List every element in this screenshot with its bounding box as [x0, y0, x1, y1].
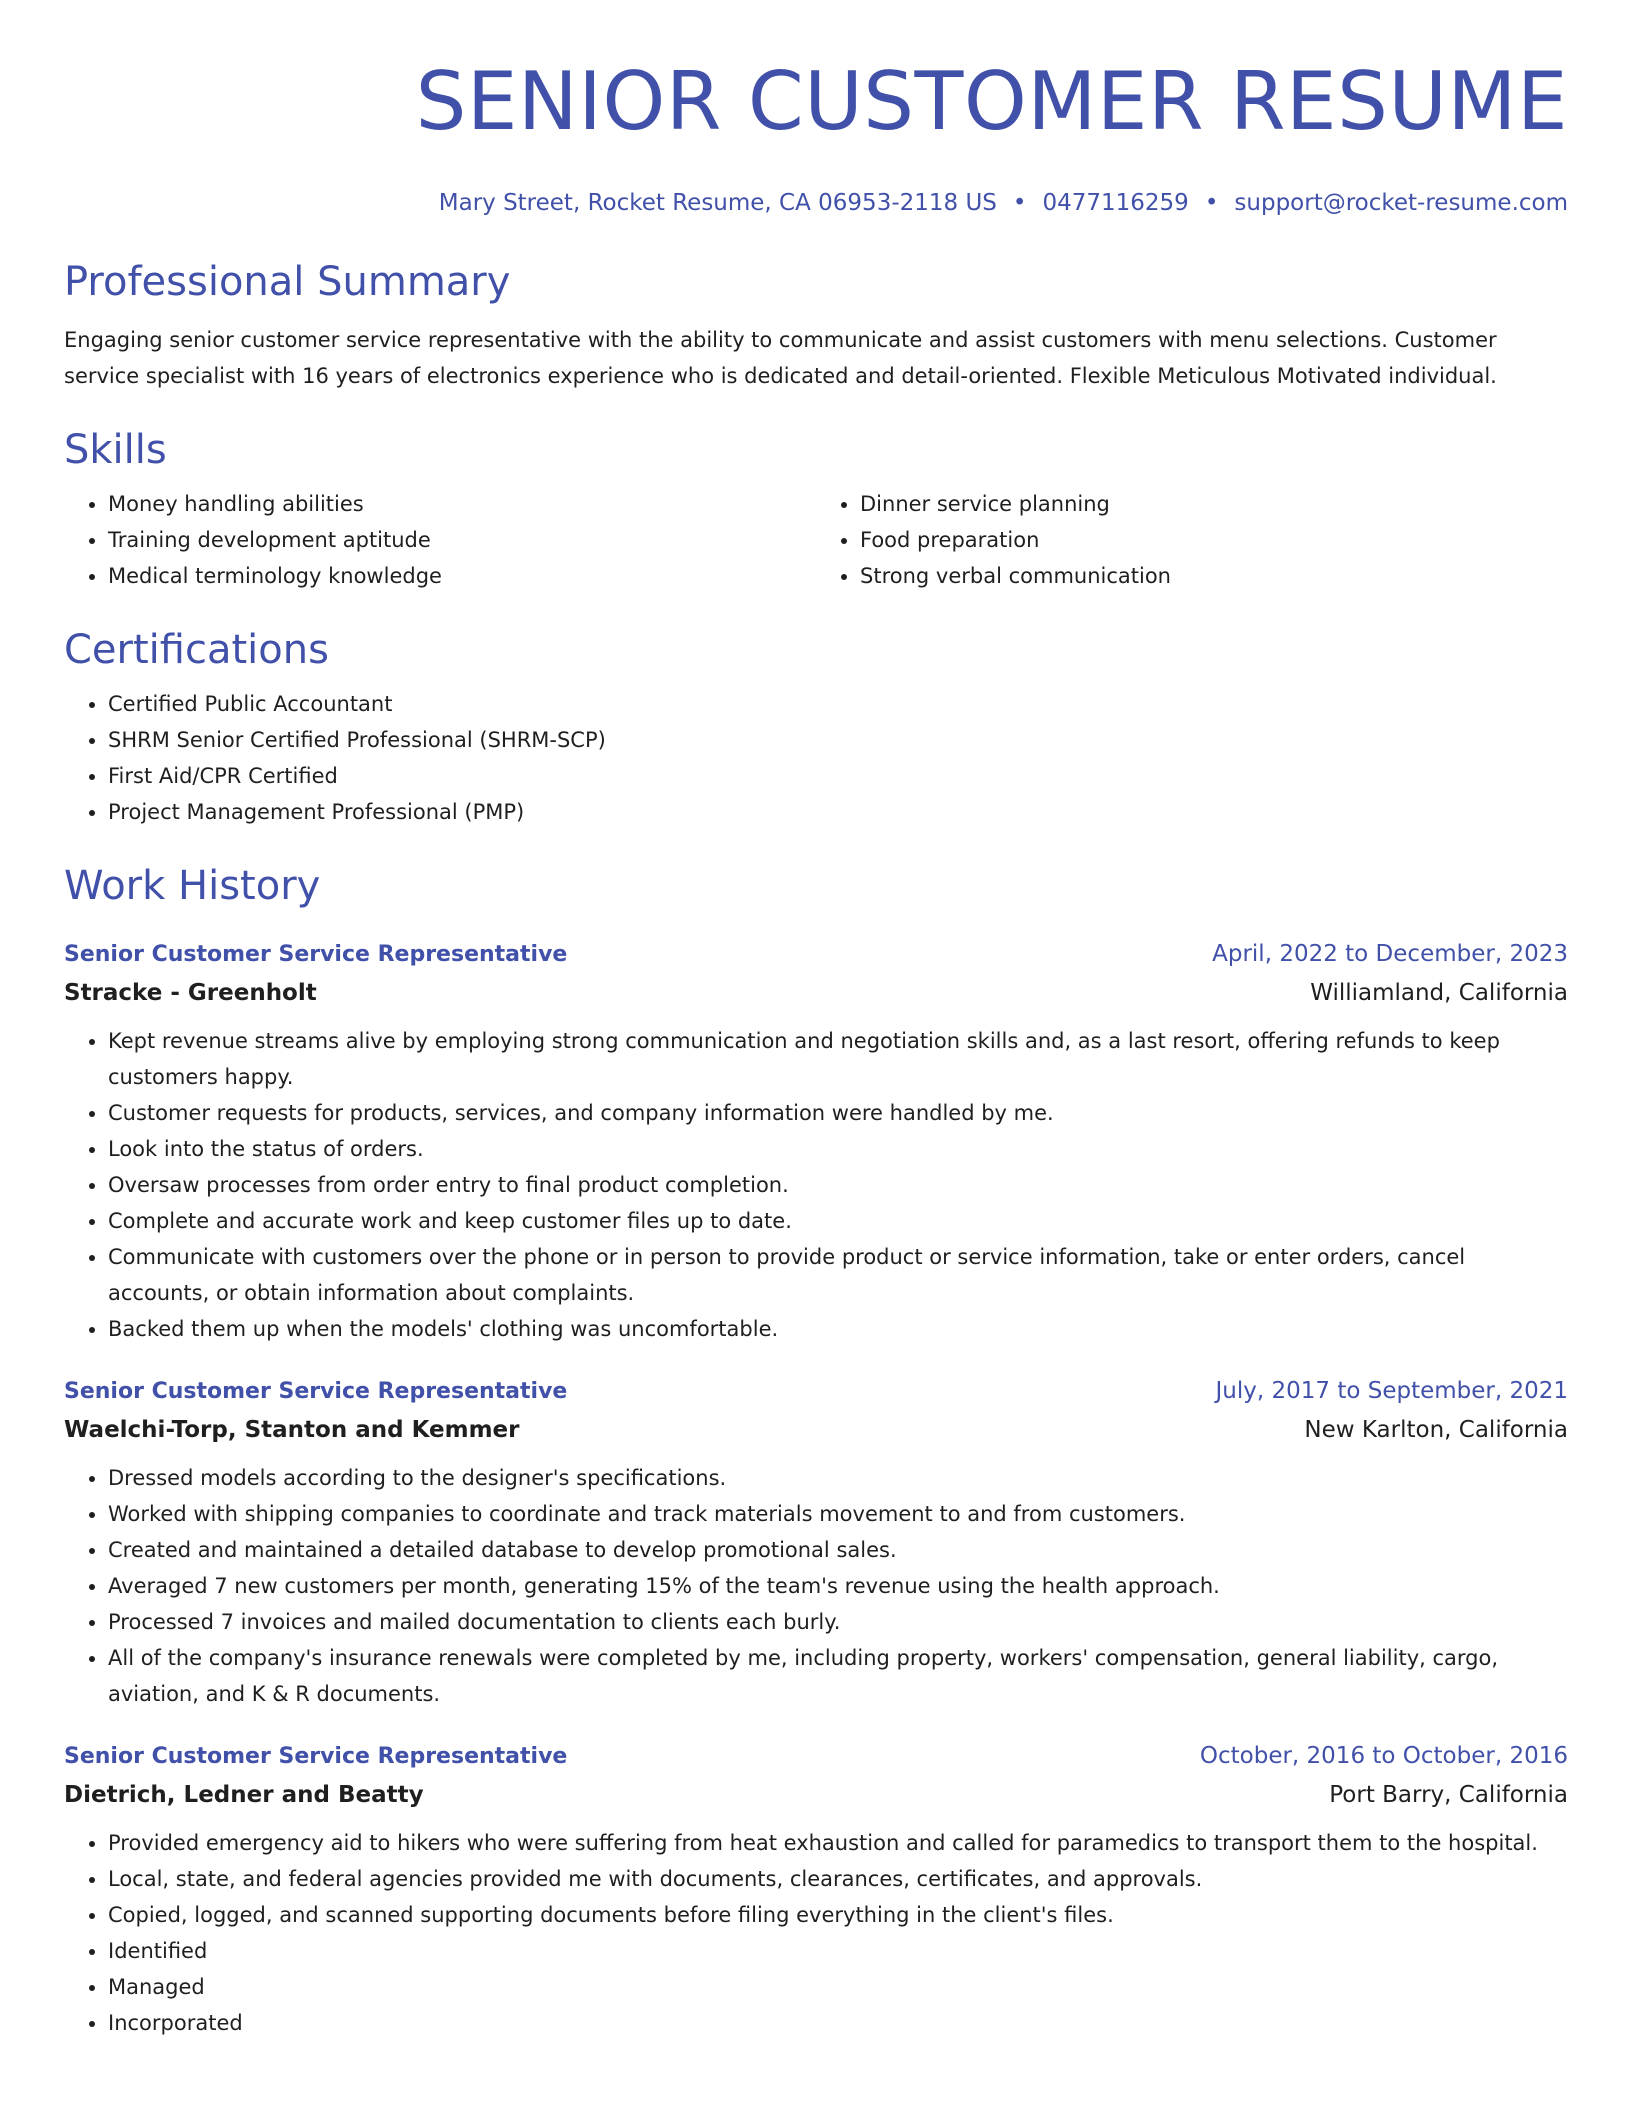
job-dates: April, 2022 to December, 2023	[1212, 941, 1568, 967]
list-item: • Look into the status of orders.	[108, 1131, 1568, 1167]
list-item: • Processed 7 invoices and mailed documentation to clients each burly.	[108, 1604, 1568, 1640]
list-item: • SHRM Senior Certified Professional (SHRM-SCP)	[108, 722, 1568, 758]
list-item: • Customer requests for products, services, and company information were handled by me.	[108, 1095, 1568, 1131]
list-item: • Dinner service planning	[860, 486, 1568, 522]
list-item: • Complete and accurate work and keep customer files up to date.	[108, 1203, 1568, 1239]
certifications-heading: Certifications	[64, 627, 329, 673]
list-item: • Copied, logged, and scanned supporting documents before filing everything in the client's files.	[108, 1897, 1568, 1933]
list-item: • Kept revenue streams alive by employing strong communication and negotiation skills and, as a last resort, offering refunds to keep customers happy.	[108, 1023, 1568, 1095]
skills-columns	[64, 474, 1568, 594]
job-bullets	[64, 1023, 1568, 1347]
job-entry	[64, 1738, 1568, 2041]
job-location: Williamland, California	[1310, 980, 1568, 1006]
contact-line	[64, 188, 1568, 218]
list-item: • Incorporated	[108, 2005, 1568, 2041]
summary-text: Engaging senior customer service representative with the ability to communicate and assist customers with menu selections. Customer service specialist with 16 years of electronics experience who is dedicated and detail-oriented. Flexible Meticulous Motivated individual.	[64, 328, 1497, 388]
list-item: • Backed them up when the models' clothing was uncomfortable.	[108, 1311, 1568, 1347]
list-item: • Averaged 7 new customers per month, generating 15% of the team's revenue using the health approach.	[108, 1568, 1568, 1604]
skills-list-right	[816, 486, 1568, 594]
job-company: Dietrich, Ledner and Beatty	[64, 1782, 424, 1808]
list-item: • Provided emergency aid to hikers who were suffering from heat exhaustion and called for paramedics to transport them to the hospital.	[108, 1825, 1568, 1861]
job-location: New Karlton, California	[1304, 1417, 1568, 1443]
list-item: • Dressed models according to the designer's specifications.	[108, 1460, 1568, 1496]
list-item: • Created and maintained a detailed database to develop promotional sales.	[108, 1532, 1568, 1568]
job-company: Stracke - Greenholt	[64, 980, 317, 1006]
contact-email[interactable]: support@rocket-resume.com	[1234, 190, 1568, 216]
contact-separator: •	[1204, 190, 1219, 216]
list-item: • Strong verbal communication	[860, 558, 1568, 594]
certifications-list	[64, 686, 1568, 830]
list-item: • Medical terminology knowledge	[108, 558, 816, 594]
skills-heading: Skills	[64, 427, 167, 473]
list-item: • Project Management Professional (PMP)	[108, 794, 1568, 830]
contact-address: Mary Street, Rocket Resume, CA 06953-2118 US	[438, 190, 997, 216]
list-item: • Oversaw processes from order entry to final product completion.	[108, 1167, 1568, 1203]
work-history-heading: Work History	[64, 863, 321, 909]
contact-phone: 0477116259	[1042, 190, 1189, 216]
job-location: Port Barry, California	[1329, 1782, 1568, 1808]
job-role: Senior Customer Service Representative	[64, 1379, 568, 1404]
job-entry	[64, 1373, 1568, 1712]
list-item: • Identified	[108, 1933, 1568, 1969]
job-bullets	[64, 1825, 1568, 2041]
list-item: • Certified Public Accountant	[108, 686, 1568, 722]
job-company: Waelchi-Torp, Stanton and Kemmer	[64, 1417, 520, 1443]
job-role: Senior Customer Service Representative	[64, 942, 568, 967]
job-dates: July, 2017 to September, 2021	[1215, 1378, 1568, 1404]
list-item: • Food preparation	[860, 522, 1568, 558]
job-dates: October, 2016 to October, 2016	[1199, 1743, 1568, 1769]
skills-list-left	[64, 486, 816, 594]
list-item: • Money handling abilities	[108, 486, 816, 522]
list-item: • Local, state, and federal agencies provided me with documents, clearances, certificates, and approvals.	[108, 1861, 1568, 1897]
list-item: • First Aid/CPR Certified	[108, 758, 1568, 794]
job-entry	[64, 936, 1568, 1347]
summary-heading: Professional Summary	[64, 259, 511, 305]
list-item: • All of the company's insurance renewals were completed by me, including property, workers' compensation, general liability, cargo, aviation, and K & R documents.	[108, 1640, 1568, 1712]
job-role: Senior Customer Service Representative	[64, 1744, 568, 1769]
contact-separator: •	[1012, 190, 1027, 216]
list-item: • Training development aptitude	[108, 522, 816, 558]
job-bullets	[64, 1460, 1568, 1712]
resume-title: SENIOR CUSTOMER RESUME	[415, 55, 1568, 148]
list-item: • Worked with shipping companies to coordinate and track materials movement to and from customers.	[108, 1496, 1568, 1532]
list-item: • Communicate with customers over the phone or in person to provide product or service information, take or enter orders, cancel accounts, or obtain information about complaints.	[108, 1239, 1568, 1311]
list-item: • Managed	[108, 1969, 1568, 2005]
